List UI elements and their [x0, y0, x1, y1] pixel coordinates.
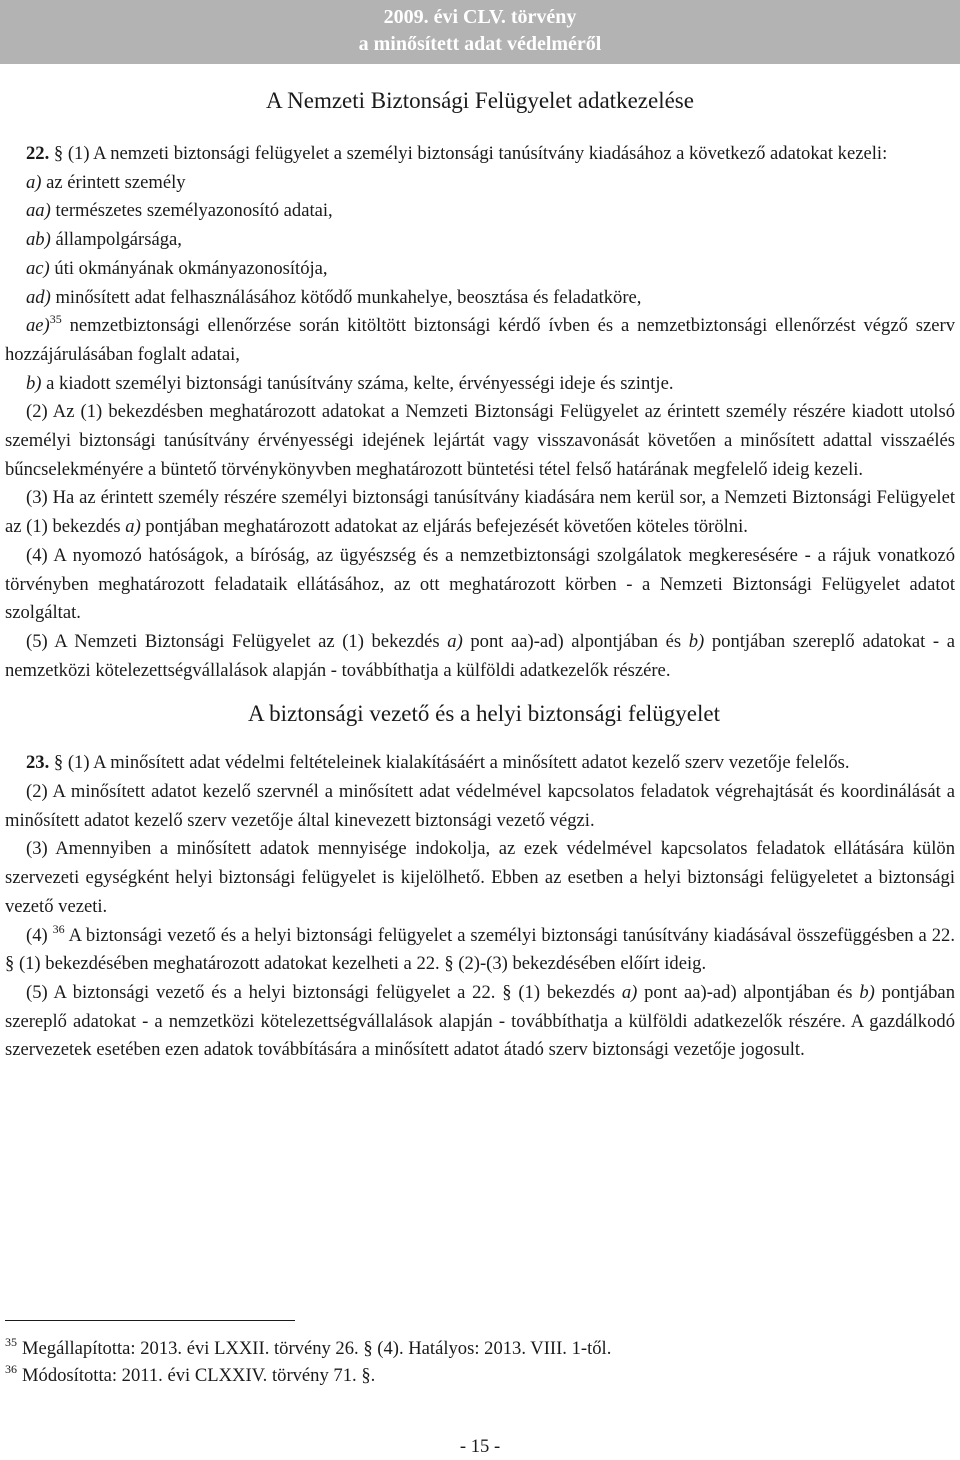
- footnote-ref-36[interactable]: 36: [52, 921, 65, 936]
- footnote-text: Módosította: 2011. évi CLXXIV. törvény 71. §.: [22, 1365, 376, 1386]
- section-heading-2: A biztonsági vezető és a helyi biztonsági felügyelet: [248, 701, 720, 727]
- item-text: az érintett személy: [41, 171, 186, 193]
- item-label: a): [26, 171, 42, 193]
- paragraph-22-3: [5, 484, 955, 541]
- section-number: 23.: [26, 752, 50, 774]
- text-run: (4): [26, 924, 48, 946]
- list-item: [5, 284, 955, 313]
- paragraph-22-1: [5, 140, 955, 169]
- paragraph-23-2: (2) A minősített adatot kezelő szervnél a minősített adat védelmével kapcsolatos feladatok végrehajtását és koordinálását a minősített adatot kezelő szerv vezetője által kinevezett biztonsági vezető végzi.: [5, 781, 955, 831]
- text-run: pont aa)-ad) alpontjában és: [637, 981, 860, 1003]
- list-item: [5, 197, 955, 226]
- item-text: minősített adat felhasználásához kötődő munkahelye, beosztása és feladatköre,: [50, 286, 642, 308]
- footnote-number: 36: [5, 1362, 17, 1376]
- footnote-35: [5, 1335, 945, 1362]
- list-item: [5, 255, 955, 284]
- paragraph-23-4: [5, 922, 955, 979]
- page-body: [5, 86, 955, 1065]
- text-run: pont aa)-ad) alpontjában és: [462, 630, 689, 652]
- footnotes: [5, 1335, 945, 1389]
- footnote-text: Megállapította: 2013. évi LXXII. törvény 26. § (4). Hatályos: 2013. VIII. 1-től.: [22, 1338, 612, 1359]
- item-label: ac): [26, 257, 50, 279]
- header-subtitle: a minősített adat védelméről: [358, 33, 602, 55]
- footnote-number: 35: [5, 1335, 17, 1349]
- text-run: (5) A biztonsági vezető és a helyi biztonsági felügyelet a 22.: [26, 981, 503, 1003]
- section-sign: §: [502, 981, 512, 1003]
- text-run: A biztonsági vezető és a helyi biztonsági felügyelet a személyi biztonsági tanúsítvány kiadásával összefüggésben a 22.: [64, 924, 955, 946]
- list-item: [5, 169, 955, 198]
- paragraph-22-4: (4) A nyomozó hatóságok, a bíróság, az ügyészség és a nemzetbiztonsági szolgálatok megkeresésére - a rájuk vonatkozó törvényben meghatározott feladataik ellátásához, az ott meghatározott körben - a Nemzeti Biztonsági Felügyelet adatot szolgáltat.: [5, 544, 955, 624]
- item-text: nemzetbiztonsági ellenőrzése során kitöltött biztonsági kérdő ívben és a nemzetbiztonsági ellenőrzést végző szerv hozzájárulásában foglalt adatai,: [5, 315, 955, 365]
- section-heading-1: A Nemzeti Biztonsági Felügyelet adatkezelése: [266, 88, 694, 113]
- point-ref: b): [859, 981, 875, 1003]
- item-label: ab): [26, 229, 51, 251]
- point-ref: b): [688, 630, 705, 652]
- footnote-36: [5, 1362, 945, 1389]
- item-label: ae): [26, 315, 50, 337]
- paragraph-23-5: [5, 979, 955, 1065]
- list-item: [5, 226, 955, 255]
- page-number: - 15 -: [459, 1436, 501, 1457]
- section-sign: §: [5, 953, 15, 975]
- section-number: 22.: [26, 143, 50, 164]
- item-text: természetes személyazonosító adatai,: [50, 200, 333, 222]
- point-ref: a): [125, 516, 141, 538]
- text-run: (1) bekezdés: [511, 981, 622, 1003]
- text-run: (5) A Nemzeti Biztonsági Felügyelet az (1) bekezdés: [26, 630, 448, 652]
- text-run: pontjában szereplő adatokat - a nemzetközi kötelezettségvállalások alapján - továbbíthatja a külföldi adatkezelők részére.: [5, 630, 955, 681]
- list-item-ae: [5, 312, 955, 369]
- text-run: (3) Ha az érintett személy részére személyi biztonsági tanúsítvány kiadására nem kerül sor, a Nemzeti Biztonsági Felügyelet az (1) bekezdés: [5, 487, 955, 538]
- paragraph-text: (1) A nemzeti biztonsági felügyelet a személyi biztonsági tanúsítvány kiadásához a következő adatokat kezeli:: [63, 143, 888, 164]
- paragraph-22-2: (2) Az (1) bekezdésben meghatározott adatokat a Nemzeti Biztonsági Felügyelet az érintett személy részére kiadott utolsó személyi biztonsági tanúsítvány érvényességi idejének lejártát vagy visszavonását követően a minősített adattal visszaélés bűncselekményére a büntető törvénykönyvben meghatározott büntetési tétel felső határának megfelelő ideig kezeli.: [5, 401, 955, 480]
- item-text: úti okmányának okmányazonosítója,: [49, 257, 328, 279]
- section-sign: §: [444, 953, 454, 975]
- item-label: b): [26, 372, 42, 394]
- header-title: 2009. évi CLV. törvény: [383, 6, 577, 28]
- item-label: aa): [26, 200, 51, 222]
- paragraph-23-3: (3) Amennyiben a minősített adatok mennyisége indokolja, az ezek védelmével kapcsolatos feladatok ellátására külön szervezeti egységként helyi biztonsági felügyelet is kijelölhető. Ebben az esetben a helyi biztonsági felügyeletet a biztonsági vezető vezeti.: [5, 838, 955, 917]
- point-ref: a): [447, 630, 463, 652]
- paragraph-22-5: [5, 628, 955, 685]
- section-sign: §: [53, 752, 64, 774]
- list-item-b: [5, 370, 955, 399]
- text-run: pontjában szereplő adatokat - a nemzetközi kötelezettségvállalások alapján - továbbíthatja a külföldi adatkezelők részére. A gazdálkodó szervezetek esetében ezen adatok továbbítására a minősített adatot átadó szerv biztonsági vezetője jogosult.: [5, 981, 955, 1061]
- text-run: (2)-(3) bekezdésében előírt ideig.: [453, 953, 707, 975]
- paragraph-text: (1) A minősített adat védelmi feltételeinek kialakításáért a minősített adatot kezelő szerv vezetője felelős.: [63, 752, 850, 774]
- document-header: [0, 0, 960, 64]
- item-text: állampolgársága,: [50, 229, 182, 251]
- paragraph-23-1: [5, 749, 955, 778]
- item-text: a kiadott személyi biztonsági tanúsítvány száma, kelte, érvényességi ideje és szintje.: [41, 372, 674, 394]
- section-sign: §: [53, 143, 64, 164]
- text-run: pontjában meghatározott adatokat az eljárás befejezését követően köteles törölni.: [140, 516, 748, 538]
- point-ref: a): [621, 981, 638, 1003]
- item-label: ad): [26, 286, 51, 308]
- footnote-ref-35[interactable]: 35: [49, 312, 62, 327]
- text-run: (1) bekezdésében meghatározott adatokat kezelheti a 22.: [14, 953, 445, 975]
- footnote-divider: [5, 1320, 295, 1321]
